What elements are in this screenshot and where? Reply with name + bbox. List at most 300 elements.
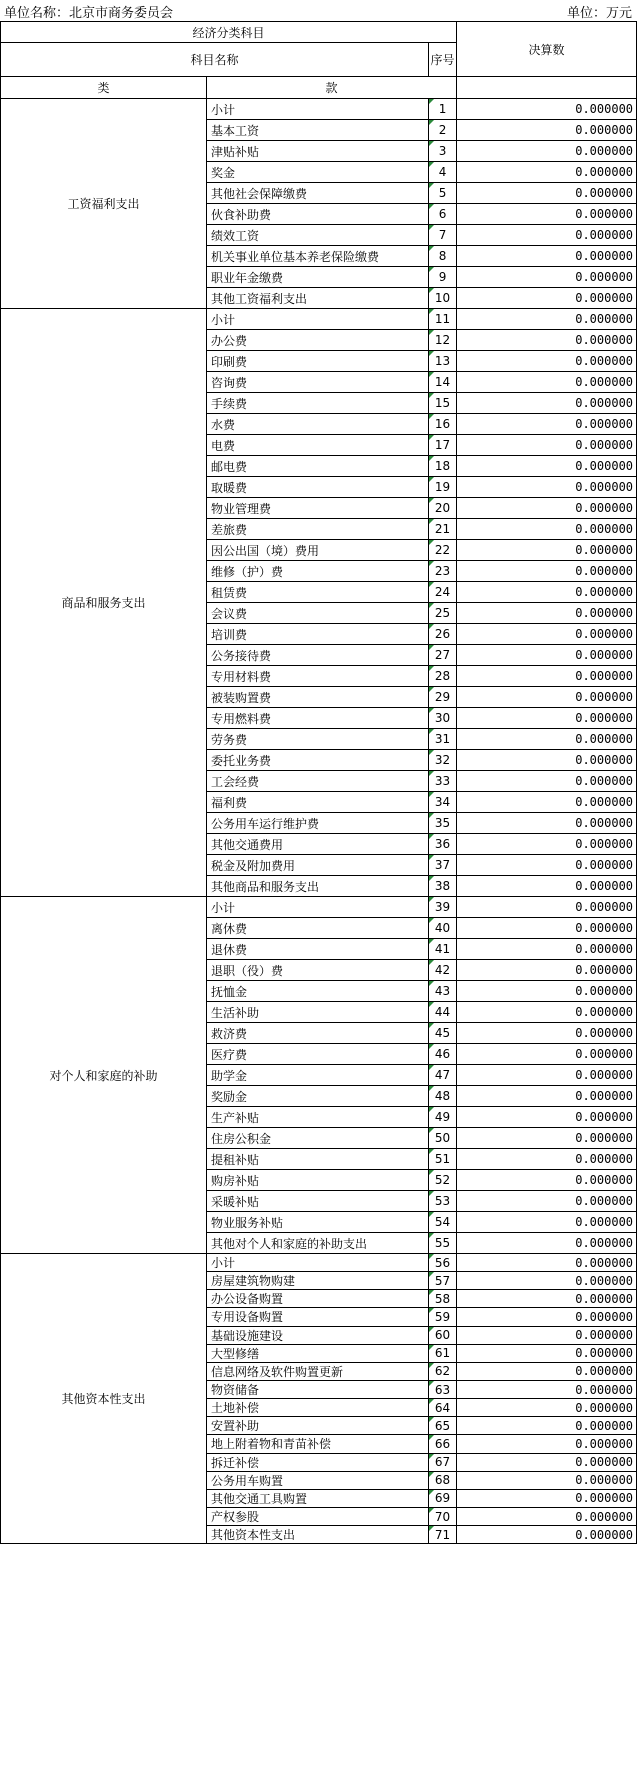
- cell-marker-icon: [429, 1254, 434, 1259]
- seq-value: 24: [434, 585, 451, 599]
- cell-marker-icon: [429, 603, 434, 608]
- seq-value: 5: [438, 186, 447, 200]
- amount-cell[interactable]: 0.000000: [457, 267, 637, 288]
- seq-value: 36: [434, 837, 451, 851]
- seq-value: 62: [434, 1364, 451, 1379]
- cell-marker-icon: [429, 1044, 434, 1049]
- seq-cell[interactable]: [429, 456, 457, 477]
- seq-value: 7: [438, 228, 447, 242]
- item-cell[interactable]: 机关事业单位基本养老保险缴费: [207, 246, 429, 267]
- seq-value: 11: [434, 312, 451, 326]
- amount-cell[interactable]: 0.000000: [457, 834, 637, 855]
- seq-cell[interactable]: [429, 729, 457, 750]
- amount-cell[interactable]: 0.000000: [457, 918, 637, 939]
- seq-cell[interactable]: [429, 1380, 457, 1398]
- cell-marker-icon: [429, 582, 434, 587]
- seq-cell[interactable]: [429, 1507, 457, 1525]
- amount-cell[interactable]: 0.000000: [457, 687, 637, 708]
- cell-marker-icon: [429, 771, 434, 776]
- seq-value: 60: [434, 1328, 451, 1343]
- amount-cell[interactable]: 0.000000: [457, 183, 637, 204]
- item-cell[interactable]: 办公设备购置: [207, 1290, 429, 1308]
- expenditure-table: [0, 21, 637, 1544]
- cell-marker-icon: [429, 960, 434, 965]
- item-cell[interactable]: 离休费: [207, 918, 429, 939]
- amount-cell[interactable]: 0.000000: [457, 1149, 637, 1170]
- item-cell[interactable]: 租赁费: [207, 582, 429, 603]
- amount-cell[interactable]: 0.000000: [457, 1191, 637, 1212]
- amount-cell[interactable]: 0.000000: [457, 1065, 637, 1086]
- item-cell[interactable]: 医疗费: [207, 1044, 429, 1065]
- item-cell[interactable]: 职业年金缴费: [207, 267, 429, 288]
- item-cell[interactable]: 伙食补助费: [207, 204, 429, 225]
- seq-cell[interactable]: [429, 897, 457, 918]
- amount-cell[interactable]: 0.000000: [457, 582, 637, 603]
- seq-cell[interactable]: [429, 603, 457, 624]
- cell-marker-icon: [429, 687, 434, 692]
- cell-marker-icon: [429, 540, 434, 545]
- item-cell[interactable]: 其他交通工具购置: [207, 1489, 429, 1507]
- seq-value: 8: [438, 249, 447, 263]
- cell-marker-icon: [429, 708, 434, 713]
- amount-cell[interactable]: 0.000000: [457, 855, 637, 876]
- amount-cell[interactable]: 0.000000: [457, 1212, 637, 1233]
- item-cell[interactable]: 福利费: [207, 792, 429, 813]
- cell-marker-icon: [429, 1381, 434, 1386]
- seq-cell[interactable]: [429, 477, 457, 498]
- item-cell[interactable]: 安置补助: [207, 1417, 429, 1435]
- report-header: [0, 0, 638, 21]
- seq-value: 70: [434, 1509, 451, 1524]
- seq-value: 50: [434, 1131, 451, 1145]
- seq-value: 26: [434, 627, 451, 641]
- seq-cell[interactable]: [429, 372, 457, 393]
- seq-cell[interactable]: [429, 1453, 457, 1471]
- seq-cell[interactable]: [429, 624, 457, 645]
- amount-cell[interactable]: 0.000000: [457, 456, 637, 477]
- seq-cell[interactable]: [429, 918, 457, 939]
- item-cell[interactable]: 大型修缮: [207, 1344, 429, 1362]
- seq-value: 27: [434, 648, 451, 662]
- item-cell[interactable]: 生产补贴: [207, 1107, 429, 1128]
- item-cell[interactable]: 手续费: [207, 393, 429, 414]
- amount-header: 决算数: [457, 22, 637, 77]
- cell-marker-icon: [429, 1417, 434, 1422]
- seq-cell[interactable]: [429, 960, 457, 981]
- cell-marker-icon: [429, 309, 434, 314]
- item-cell[interactable]: 拆迁补偿: [207, 1453, 429, 1471]
- item-cell[interactable]: 维修（护）费: [207, 561, 429, 582]
- amount-cell[interactable]: 0.000000: [457, 1344, 637, 1362]
- seq-value: 10: [434, 291, 451, 305]
- seq-cell[interactable]: [429, 204, 457, 225]
- amount-cell[interactable]: 0.000000: [457, 897, 637, 918]
- amount-cell[interactable]: 0.000000: [457, 1507, 637, 1525]
- amount-cell[interactable]: 0.000000: [457, 1002, 637, 1023]
- cell-marker-icon: [429, 204, 434, 209]
- seq-cell[interactable]: [429, 330, 457, 351]
- seq-cell[interactable]: [429, 813, 457, 834]
- item-cell[interactable]: 绩效工资: [207, 225, 429, 246]
- amount-cell[interactable]: 0.000000: [457, 246, 637, 267]
- item-cell[interactable]: 办公费: [207, 330, 429, 351]
- item-cell[interactable]: 奖金: [207, 162, 429, 183]
- seq-value: 28: [434, 669, 451, 683]
- amount-cell[interactable]: 0.000000: [457, 792, 637, 813]
- seq-cell[interactable]: [429, 1290, 457, 1308]
- seq-cell[interactable]: [429, 1399, 457, 1417]
- amount-cell[interactable]: 0.000000: [457, 1107, 637, 1128]
- seq-value: 46: [434, 1047, 451, 1061]
- seq-cell[interactable]: [429, 1254, 457, 1272]
- seq-cell[interactable]: [429, 750, 457, 771]
- item-cell[interactable]: 基础设施建设: [207, 1326, 429, 1344]
- seq-value: 1: [438, 102, 447, 116]
- seq-cell[interactable]: [429, 582, 457, 603]
- item-cell[interactable]: 助学金: [207, 1065, 429, 1086]
- seq-cell[interactable]: [429, 1362, 457, 1380]
- seq-value: 68: [434, 1473, 451, 1488]
- amount-cell[interactable]: 0.000000: [457, 309, 637, 330]
- seq-cell[interactable]: [429, 1233, 457, 1254]
- cell-marker-icon: [429, 414, 434, 419]
- amount-cell[interactable]: 0.000000: [457, 99, 637, 120]
- amount-blank-header: [457, 77, 637, 99]
- seq-value: 55: [434, 1236, 451, 1250]
- seq-cell[interactable]: [429, 708, 457, 729]
- seq-cell[interactable]: [429, 834, 457, 855]
- amount-cell[interactable]: 0.000000: [457, 561, 637, 582]
- item-cell[interactable]: 其他社会保障缴费: [207, 183, 429, 204]
- item-cell[interactable]: 物资储备: [207, 1380, 429, 1398]
- amount-cell[interactable]: 0.000000: [457, 1435, 637, 1453]
- seq-value: 43: [434, 984, 451, 998]
- seq-value: 25: [434, 606, 451, 620]
- amount-cell[interactable]: 0.000000: [457, 666, 637, 687]
- item-cell[interactable]: 印刷费: [207, 351, 429, 372]
- seq-value: 29: [434, 690, 451, 704]
- seq-cell[interactable]: [429, 99, 457, 120]
- amount-cell[interactable]: 0.000000: [457, 351, 637, 372]
- seq-cell[interactable]: [429, 183, 457, 204]
- seq-value: 23: [434, 564, 451, 578]
- seq-cell[interactable]: [429, 1326, 457, 1344]
- amount-cell[interactable]: 0.000000: [457, 225, 637, 246]
- seq-value: 67: [434, 1455, 451, 1470]
- item-cell[interactable]: 委托业务费: [207, 750, 429, 771]
- item-cell[interactable]: 信息网络及软件购置更新: [207, 1362, 429, 1380]
- item-cell[interactable]: 抚恤金: [207, 981, 429, 1002]
- seq-cell[interactable]: [429, 414, 457, 435]
- amount-cell[interactable]: 0.000000: [457, 1489, 637, 1507]
- seq-cell[interactable]: [429, 1471, 457, 1489]
- item-cell[interactable]: 物业管理费: [207, 498, 429, 519]
- seq-value: 21: [434, 522, 451, 536]
- table-row: [1, 1254, 637, 1272]
- seq-cell[interactable]: [429, 771, 457, 792]
- amount-cell[interactable]: 0.000000: [457, 1254, 637, 1272]
- amount-cell[interactable]: 0.000000: [457, 1128, 637, 1149]
- item-cell[interactable]: 劳务费: [207, 729, 429, 750]
- item-cell[interactable]: 税金及附加费用: [207, 855, 429, 876]
- seq-cell[interactable]: [429, 1086, 457, 1107]
- seq-value: 14: [434, 375, 451, 389]
- amount-cell[interactable]: 0.000000: [457, 939, 637, 960]
- item-cell[interactable]: 奖励金: [207, 1086, 429, 1107]
- cell-marker-icon: [429, 939, 434, 944]
- table-body: [1, 99, 637, 1544]
- seq-cell[interactable]: [429, 540, 457, 561]
- item-cell[interactable]: 其他工资福利支出: [207, 288, 429, 309]
- item-cell[interactable]: 产权参股: [207, 1507, 429, 1525]
- amount-cell[interactable]: 0.000000: [457, 729, 637, 750]
- cell-marker-icon: [429, 876, 434, 881]
- amount-cell[interactable]: 0.000000: [457, 876, 637, 897]
- seq-value: 22: [434, 543, 451, 557]
- amount-cell[interactable]: 0.000000: [457, 540, 637, 561]
- item-cell[interactable]: 咨询费: [207, 372, 429, 393]
- item-cell[interactable]: 退休费: [207, 939, 429, 960]
- seq-cell[interactable]: [429, 225, 457, 246]
- seq-value: 54: [434, 1215, 451, 1229]
- cell-marker-icon: [429, 477, 434, 482]
- item-cell[interactable]: 其他资本性支出: [207, 1526, 429, 1544]
- amount-cell[interactable]: 0.000000: [457, 1233, 637, 1254]
- item-cell[interactable]: 专用燃料费: [207, 708, 429, 729]
- item-cell[interactable]: 其他商品和服务支出: [207, 876, 429, 897]
- amount-cell[interactable]: 0.000000: [457, 1170, 637, 1191]
- seq-cell[interactable]: [429, 1191, 457, 1212]
- seq-value: 4: [438, 165, 447, 179]
- seq-cell[interactable]: [429, 288, 457, 309]
- cell-marker-icon: [429, 1290, 434, 1295]
- item-cell[interactable]: 水费: [207, 414, 429, 435]
- item-cell[interactable]: 其他交通费用: [207, 834, 429, 855]
- seq-cell[interactable]: [429, 687, 457, 708]
- amount-cell[interactable]: 0.000000: [457, 372, 637, 393]
- amount-cell[interactable]: 0.000000: [457, 1044, 637, 1065]
- cell-marker-icon: [429, 1002, 434, 1007]
- item-cell[interactable]: 公务用车运行维护费: [207, 813, 429, 834]
- amount-cell[interactable]: 0.000000: [457, 1471, 637, 1489]
- item-cell[interactable]: 基本工资: [207, 120, 429, 141]
- amount-cell[interactable]: 0.000000: [457, 288, 637, 309]
- cell-marker-icon: [429, 981, 434, 986]
- seq-cell[interactable]: [429, 393, 457, 414]
- amount-cell[interactable]: 0.000000: [457, 813, 637, 834]
- item-cell[interactable]: 小计: [207, 99, 429, 120]
- seq-value: 57: [434, 1273, 451, 1288]
- seq-cell[interactable]: [429, 162, 457, 183]
- seq-cell[interactable]: [429, 141, 457, 162]
- seq-cell[interactable]: [429, 309, 457, 330]
- amount-cell[interactable]: 0.000000: [457, 330, 637, 351]
- seq-cell[interactable]: [429, 876, 457, 897]
- amount-cell[interactable]: 0.000000: [457, 1399, 637, 1417]
- seq-value: 38: [434, 879, 451, 893]
- seq-cell[interactable]: [429, 1107, 457, 1128]
- seq-cell[interactable]: [429, 1489, 457, 1507]
- seq-value: 71: [434, 1527, 451, 1542]
- seq-value: 34: [434, 795, 451, 809]
- econ-class-header: 经济分类科目: [1, 22, 457, 43]
- amount-cell[interactable]: 0.000000: [457, 1023, 637, 1044]
- amount-cell[interactable]: 0.000000: [457, 477, 637, 498]
- category-cell: 工资福利支出: [1, 99, 207, 309]
- seq-cell[interactable]: [429, 351, 457, 372]
- amount-cell[interactable]: 0.000000: [457, 1290, 637, 1308]
- seq-cell[interactable]: [429, 1002, 457, 1023]
- seq-value: 35: [434, 816, 451, 830]
- seq-cell[interactable]: [429, 246, 457, 267]
- amount-cell[interactable]: 0.000000: [457, 1380, 637, 1398]
- cell-marker-icon: [429, 162, 434, 167]
- amount-cell[interactable]: 0.000000: [457, 1526, 637, 1544]
- seq-value: 6: [438, 207, 447, 221]
- item-cell[interactable]: 因公出国（境）费用: [207, 540, 429, 561]
- seq-cell[interactable]: [429, 1417, 457, 1435]
- cell-marker-icon: [429, 1454, 434, 1459]
- item-cell[interactable]: 物业服务补贴: [207, 1212, 429, 1233]
- cell-marker-icon: [429, 1472, 434, 1477]
- seq-cell[interactable]: [429, 519, 457, 540]
- seq-value: 69: [434, 1491, 451, 1506]
- item-cell[interactable]: 地上附着物和青苗补偿: [207, 1435, 429, 1453]
- seq-cell[interactable]: [429, 1435, 457, 1453]
- item-cell[interactable]: 小计: [207, 309, 429, 330]
- amount-cell[interactable]: 0.000000: [457, 1453, 637, 1471]
- cell-marker-icon: [429, 183, 434, 188]
- amount-cell[interactable]: 0.000000: [457, 960, 637, 981]
- item-cell[interactable]: 培训费: [207, 624, 429, 645]
- seq-cell[interactable]: [429, 1308, 457, 1326]
- amount-cell[interactable]: 0.000000: [457, 141, 637, 162]
- amount-cell[interactable]: 0.000000: [457, 708, 637, 729]
- amount-cell[interactable]: 0.000000: [457, 1417, 637, 1435]
- table-row: [1, 897, 637, 918]
- cell-marker-icon: [429, 351, 434, 356]
- seq-value: 44: [434, 1005, 451, 1019]
- amount-cell[interactable]: 0.000000: [457, 393, 637, 414]
- amount-cell[interactable]: 0.000000: [457, 1272, 637, 1290]
- cell-marker-icon: [429, 624, 434, 629]
- seq-cell[interactable]: [429, 1170, 457, 1191]
- amount-cell[interactable]: 0.000000: [457, 645, 637, 666]
- item-cell[interactable]: 小计: [207, 1254, 429, 1272]
- seq-cell[interactable]: [429, 666, 457, 687]
- seq-value: 65: [434, 1418, 451, 1433]
- category-cell: 商品和服务支出: [1, 309, 207, 897]
- amount-cell[interactable]: 0.000000: [457, 1362, 637, 1380]
- amount-cell[interactable]: 0.000000: [457, 498, 637, 519]
- item-cell[interactable]: 救济费: [207, 1023, 429, 1044]
- amount-cell[interactable]: 0.000000: [457, 750, 637, 771]
- category-header: 类: [1, 77, 207, 99]
- cell-marker-icon: [429, 1526, 434, 1531]
- item-cell[interactable]: 津贴补贴: [207, 141, 429, 162]
- item-cell[interactable]: 工会经费: [207, 771, 429, 792]
- seq-cell[interactable]: [429, 1212, 457, 1233]
- cell-marker-icon: [429, 498, 434, 503]
- seq-cell[interactable]: [429, 435, 457, 456]
- item-cell[interactable]: 退职（役）费: [207, 960, 429, 981]
- seq-value: 64: [434, 1400, 451, 1415]
- seq-cell[interactable]: [429, 1044, 457, 1065]
- item-cell[interactable]: 小计: [207, 897, 429, 918]
- item-cell[interactable]: 生活补助: [207, 1002, 429, 1023]
- seq-cell[interactable]: [429, 498, 457, 519]
- seq-cell[interactable]: [429, 120, 457, 141]
- seq-cell[interactable]: [429, 561, 457, 582]
- item-cell[interactable]: 专用材料费: [207, 666, 429, 687]
- seq-cell[interactable]: [429, 1149, 457, 1170]
- item-cell[interactable]: 会议费: [207, 603, 429, 624]
- seq-value: 20: [434, 501, 451, 515]
- item-cell[interactable]: 电费: [207, 435, 429, 456]
- cell-marker-icon: [429, 1086, 434, 1091]
- amount-cell[interactable]: 0.000000: [457, 624, 637, 645]
- item-cell[interactable]: 公务用车购置: [207, 1471, 429, 1489]
- amount-cell[interactable]: 0.000000: [457, 519, 637, 540]
- amount-cell[interactable]: 0.000000: [457, 204, 637, 225]
- seq-cell[interactable]: [429, 645, 457, 666]
- amount-cell[interactable]: 0.000000: [457, 1308, 637, 1326]
- amount-cell[interactable]: 0.000000: [457, 1326, 637, 1344]
- amount-cell[interactable]: 0.000000: [457, 771, 637, 792]
- item-cell[interactable]: 提租补贴: [207, 1149, 429, 1170]
- seq-value: 49: [434, 1110, 451, 1124]
- seq-cell[interactable]: [429, 939, 457, 960]
- seq-cell[interactable]: [429, 855, 457, 876]
- item-cell[interactable]: 住房公积金: [207, 1128, 429, 1149]
- seq-cell[interactable]: [429, 981, 457, 1002]
- seq-cell[interactable]: [429, 267, 457, 288]
- item-cell[interactable]: 邮电费: [207, 456, 429, 477]
- amount-cell[interactable]: 0.000000: [457, 435, 637, 456]
- item-cell[interactable]: 被装购置费: [207, 687, 429, 708]
- seq-cell[interactable]: [429, 1065, 457, 1086]
- cell-marker-icon: [429, 225, 434, 230]
- seq-cell[interactable]: [429, 1272, 457, 1290]
- item-cell[interactable]: 土地补偿: [207, 1399, 429, 1417]
- amount-cell[interactable]: 0.000000: [457, 603, 637, 624]
- amount-cell[interactable]: 0.000000: [457, 162, 637, 183]
- amount-cell[interactable]: 0.000000: [457, 120, 637, 141]
- item-cell[interactable]: 购房补贴: [207, 1170, 429, 1191]
- seq-value: 41: [434, 942, 451, 956]
- item-cell[interactable]: 专用设备购置: [207, 1308, 429, 1326]
- seq-value: 12: [434, 333, 451, 347]
- item-cell[interactable]: 公务接待费: [207, 645, 429, 666]
- amount-cell[interactable]: 0.000000: [457, 981, 637, 1002]
- seq-cell[interactable]: [429, 1526, 457, 1544]
- seq-cell[interactable]: [429, 1344, 457, 1362]
- seq-value: 37: [434, 858, 451, 872]
- amount-cell[interactable]: 0.000000: [457, 1086, 637, 1107]
- item-cell[interactable]: 房屋建筑物购建: [207, 1272, 429, 1290]
- item-cell[interactable]: 其他对个人和家庭的补助支出: [207, 1233, 429, 1254]
- seq-cell[interactable]: [429, 1023, 457, 1044]
- item-cell[interactable]: 采暖补贴: [207, 1191, 429, 1212]
- seq-cell[interactable]: [429, 1128, 457, 1149]
- item-cell[interactable]: 差旅费: [207, 519, 429, 540]
- cell-marker-icon: [429, 1308, 434, 1313]
- seq-value: 61: [434, 1346, 451, 1361]
- amount-cell[interactable]: 0.000000: [457, 414, 637, 435]
- item-cell[interactable]: 取暖费: [207, 477, 429, 498]
- seq-cell[interactable]: [429, 792, 457, 813]
- seq-value: 48: [434, 1089, 451, 1103]
